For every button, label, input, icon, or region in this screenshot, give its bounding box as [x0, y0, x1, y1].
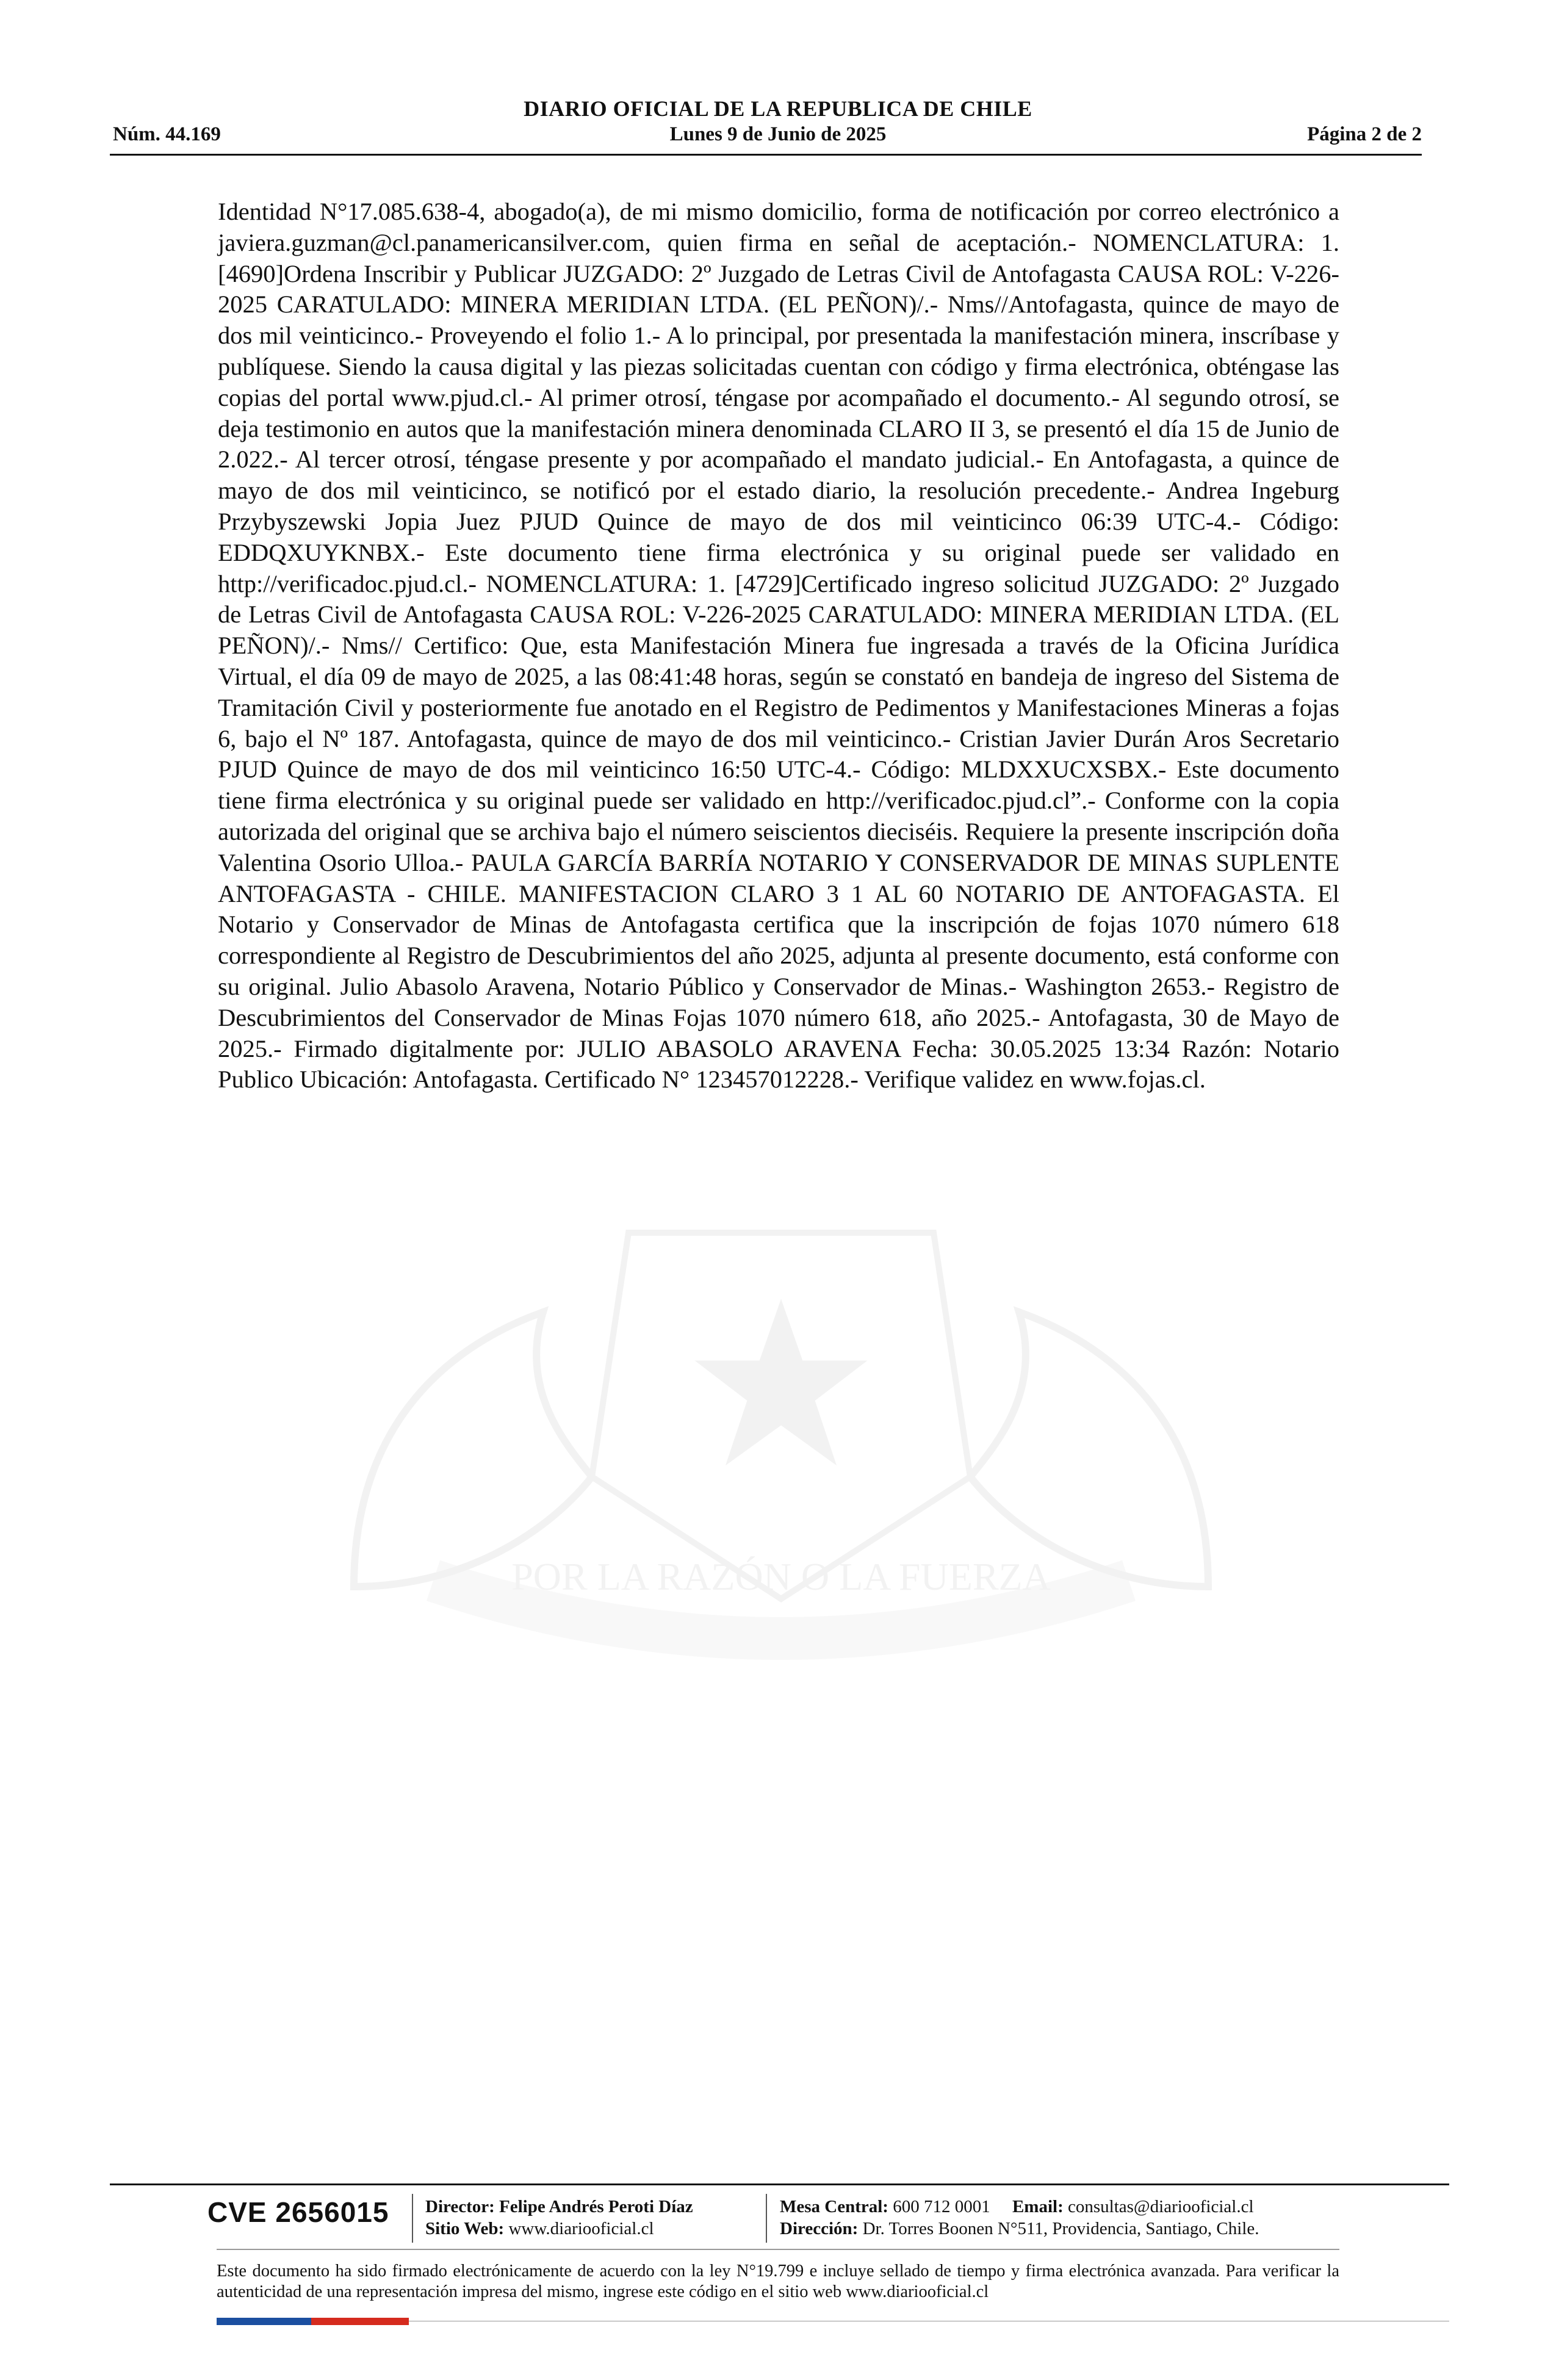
website-label: Sitio Web: [425, 2219, 505, 2238]
cve-code: CVE 2656015 [207, 2196, 389, 2228]
footer-separator [412, 2194, 413, 2243]
issue-date: Lunes 9 de Junio de 2025 [669, 123, 887, 145]
footer-address [780, 2219, 1259, 2239]
publication-title: DIARIO OFICIAL DE LA REPUBLICA DE CHILE [524, 96, 1032, 121]
email-link[interactable]: consultas@diariooficial.cl [1068, 2197, 1254, 2216]
footer-contact [780, 2197, 1254, 2217]
flag-red-segment [311, 2318, 409, 2325]
address-label: Dirección: [780, 2219, 859, 2238]
coat-of-arms-watermark [201, 1159, 1361, 1709]
director-label: Director: [425, 2197, 495, 2216]
footer-divider [217, 2249, 1339, 2250]
flag-color-bar [217, 2318, 409, 2325]
page-indicator: Página 2 de 2 [1307, 123, 1422, 145]
website-link[interactable]: www.diariooficial.cl [508, 2219, 654, 2238]
footer-separator [766, 2194, 767, 2243]
footer-director [425, 2197, 693, 2217]
email-label: Email: [1012, 2197, 1064, 2216]
phone-number: 600 712 0001 [893, 2197, 990, 2216]
notice-body: Identidad N°17.085.638-4, abogado(a), de mi mismo domicilio, forma de notificación por correo electrónico a javiera.guzman@cl.panamericansilver.com, quien firma en señal de aceptación.- NOMENCLATURA: 1. [4690]Ordena Inscribir y Publicar JUZGADO: 2º Juzgado de Letras Civil de Antofagasta CAUSA ROL: V-226-2025 CARATULADO: MINERA MERIDIAN LTDA. (EL PEÑON)/.- Nms//Antofagasta, quince de mayo de dos mil veinticinco.- Proveyendo el folio 1.- A lo principal, por presentada la manifestación minera, inscríbase y publíquese. Siendo la causa digital y las piezas solicitadas cuentan con código y firma electrónica, obténgase las copias del portal www.pjud.cl.- Al primer otrosí, téngase por acompañado el documento.- Al segundo otrosí, se deja testimonio en autos que la manifestación minera denominada CLARO II 3, se presentó el día 15 de Junio de 2.022.- Al tercer otrosí, téngase presente y por acompañado el mandato judicial.- En Antofagasta, a quince de mayo de dos mil veinticinco, se notificó por el estado diario, la resolución precedente.- Andrea Ingeburg Przybyszewski Jopia Juez PJUD Quince de mayo de dos mil veinticinco 06:39 UTC-4.- Código: EDDQXUYKNBX.- Este documento tiene firma electrónica y su original puede ser validado en http://verificadoc.pjud.cl.- NOMENCLATURA: 1. [4729]Certificado ingreso solicitud JUZGADO: 2º Juzgado de Letras Civil de Antofagasta CAUSA ROL: V-226-2025 CARATULADO: MINERA MERIDIAN LTDA. (EL PEÑON)/.- Nms// Certifico: Que, esta Manifestación Minera fue ingresada a través de la Oficina Jurídica Virtual, el día 09 de mayo de 2025, a las 08:41:48 horas, según se constató en bandeja de ingreso del Sistema de Tramitación Civil y posteriormente fue anotado en el Registro de Pedimentos y Manifestaciones Mineras a fojas 6, bajo el Nº 187. Antofagasta, quince de mayo de dos mil veinticinco.- Cristian Javier Durán Aros Secretario PJUD Quince de mayo de dos mil veinticinco 16:50 UTC-4.- Código: MLDXXUCXSBX.- Este documento tiene firma electrónica y su original puede ser validado en http://verificadoc.pjud.cl”.- Conforme con la copia autorizada del original que se archiva bajo el número seiscientos dieciséis. Requiere la presente inscripción doña Valentina Osorio Ulloa.- PAULA GARCÍA BARRÍA NOTARIO Y CONSERVADOR DE MINAS SUPLENTE ANTOFAGASTA - CHILE. MANIFESTACION CLARO 3 1 AL 60 NOTARIO DE ANTOFAGASTA. El Notario y Conservador de Minas de Antofagasta certifica que la inscripción de fojas 1070 número 618 correspondiente al Registro de Descubrimientos del año 2025, adjunta al presente documento, está conforme con su original. Julio Abasolo Aravena, Notario Público y Conservador de Minas.- Washington 2653.- Registro de Descubrimientos del Conservador de Minas Fojas 1070 número 618, año 2025.- Antofagasta, 30 de Mayo de 2025.- Firmado digitalmente por: JULIO ABASOLO ARAVENA Fecha: 30.05.2025 13:34 Razón: Notario Publico Ubicación: Antofagasta. Certificado N° 123457012228.- Verifique validez en www.fojas.cl. [218, 198, 1339, 1094]
header-divider [110, 154, 1422, 156]
footer-website [425, 2219, 654, 2239]
issue-number: Núm. 44.169 [113, 123, 221, 145]
director-name: Felipe Andrés Peroti Díaz [499, 2197, 693, 2216]
phone-label: Mesa Central: [780, 2197, 888, 2216]
footer-divider [110, 2183, 1449, 2185]
address-value: Dr. Torres Boonen N°511, Providencia, Santiago, Chile. [862, 2219, 1259, 2238]
flag-blue-segment [217, 2318, 311, 2325]
page-header [0, 0, 1556, 165]
watermark-motto: POR LA RAZÓN O LA FUERZA [511, 1555, 1051, 1598]
legal-notice: Este documento ha sido firmado electrónicamente de acuerdo con la ley N°19.799 e incluye sellado de tiempo y firma electrónica avanzada. Para verificar la autenticidad de una representación impresa del mismo, ingrese este código en el sitio web www.diariooficial.cl [217, 2262, 1339, 2301]
